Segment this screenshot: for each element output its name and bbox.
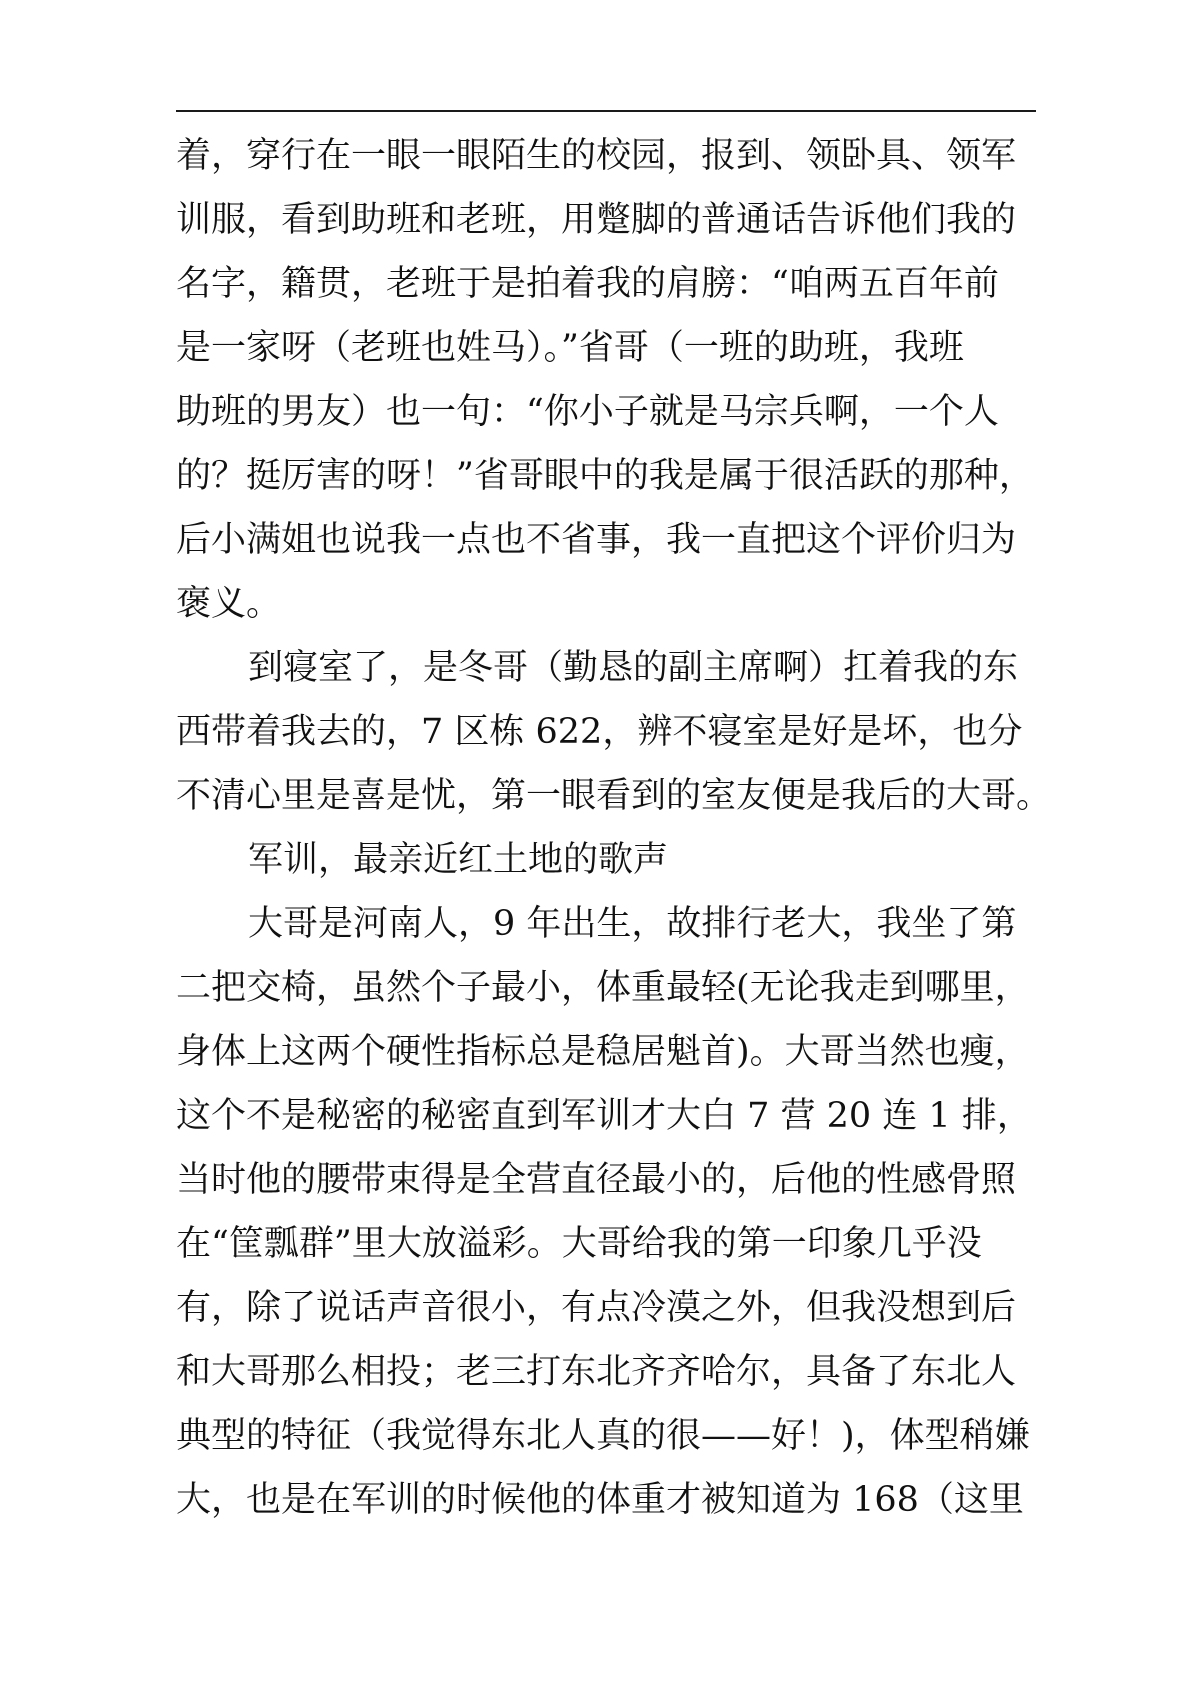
text-line: 助班的男友）也一句：“你小子就是马宗兵啊，一个人	[176, 392, 999, 432]
text-line: 后小满姐也说我一点也不省事，我一直把这个评价归为	[176, 520, 1017, 560]
text-line: 当时他的腰带束得是全营直径最小的，后他的性感骨照	[176, 1160, 1017, 1200]
text-line: 和大哥那么相投；老三打东北齐齐哈尔，具备了东北人	[176, 1352, 1017, 1392]
text-line: 褒义。	[176, 584, 282, 624]
text-line: 二把交椅，虽然个子最小，体重最轻(无论我走到哪里，	[176, 968, 1030, 1008]
text-line: 训服，看到助班和老班，用蹩脚的普通话告诉他们我的	[176, 200, 1017, 240]
text-line: 到寝室了，是冬哥（勤恳的副主席啊）扛着我的东	[248, 648, 1019, 688]
text-line: 着，穿行在一眼一眼陌生的校园，报到、领卧具、领军	[176, 136, 1017, 176]
section-heading: 军训，最亲近红土地的歌声	[248, 840, 669, 880]
text-line: 在“筐瓢群”里大放溢彩。大哥给我的第一印象几乎没	[176, 1224, 982, 1264]
text-line: 大，也是在军训的时候他的体重才被知道为 168（这里	[176, 1480, 1024, 1520]
text-line: 典型的特征（我觉得东北人真的很——好！)，体型稍嫌	[176, 1416, 1030, 1456]
text-line: 是一家呀（老班也姓马）。”省哥（一班的助班，我班	[176, 328, 964, 368]
text-line: 名字，籍贯，老班于是拍着我的肩膀：“咱两五百年前	[176, 264, 999, 304]
text-line: 大哥是河南人，9 年出生，故排行老大，我坐了第	[248, 904, 1017, 944]
text-line: 不清心里是喜是忧，第一眼看到的室友便是我后的大哥。	[176, 776, 1052, 816]
text-line: 身体上这两个硬性指标总是稳居魁首)。大哥当然也瘦，	[176, 1032, 1030, 1072]
text-line: 这个不是秘密的秘密直到军训才大白 7 营 20 连 1 排，	[176, 1096, 1032, 1136]
header-rule	[176, 110, 1036, 112]
body-text	[176, 124, 1052, 1532]
text-line: 的？挺厉害的呀！”省哥眼中的我是属于很活跃的那种，	[176, 456, 1034, 496]
text-line: 西带着我去的，7 区栋 622，辨不寝室是好是坏，也分	[176, 712, 1023, 752]
text-line: 有，除了说话声音很小，有点冷漠之外，但我没想到后	[176, 1288, 1017, 1328]
